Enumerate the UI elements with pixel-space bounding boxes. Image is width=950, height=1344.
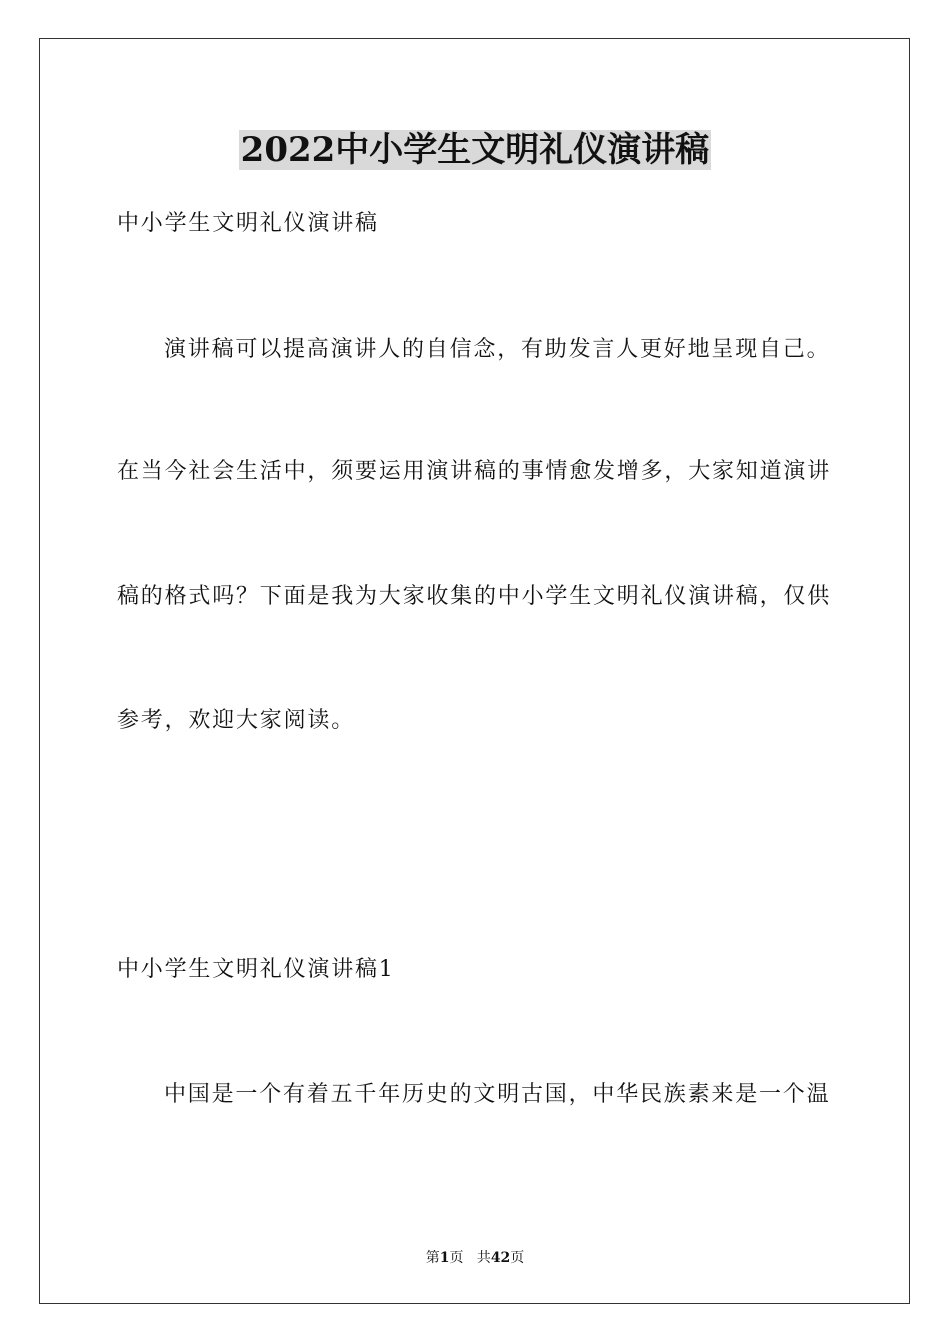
document-title: [0, 126, 950, 174]
paragraph-line: 演讲稿可以提高演讲人的自信念，有助发言人更好地呈现自己。: [164, 337, 831, 362]
footer-total-suffix: 页: [510, 1250, 525, 1266]
footer-total-prefix: 共: [476, 1250, 491, 1266]
paragraph-line: 中国是一个有着五千年历史的文明古国，中华民族素来是一个温: [164, 1082, 831, 1107]
footer-page-suffix: 页: [449, 1250, 464, 1266]
paragraph-line: 在当今社会生活中，须要运用演讲稿的事情愈发增多，大家知道演讲: [117, 459, 832, 484]
footer-total-pages: 42: [490, 1250, 511, 1266]
document-title-text: 2022中小学生文明礼仪演讲稿: [240, 130, 710, 170]
paragraph-line: 参考，欢迎大家阅读。: [117, 708, 356, 733]
footer-page-number: 1: [439, 1250, 450, 1266]
footer-page-prefix: 第: [425, 1250, 440, 1266]
paragraph-line: 稿的格式吗？下面是我为大家收集的中小学生文明礼仪演讲稿，仅供: [117, 584, 832, 609]
section-heading: 中小学生文明礼仪演讲稿1: [117, 957, 395, 982]
page-footer: [0, 1248, 950, 1268]
document-subtitle: 中小学生文明礼仪演讲稿: [117, 211, 379, 236]
